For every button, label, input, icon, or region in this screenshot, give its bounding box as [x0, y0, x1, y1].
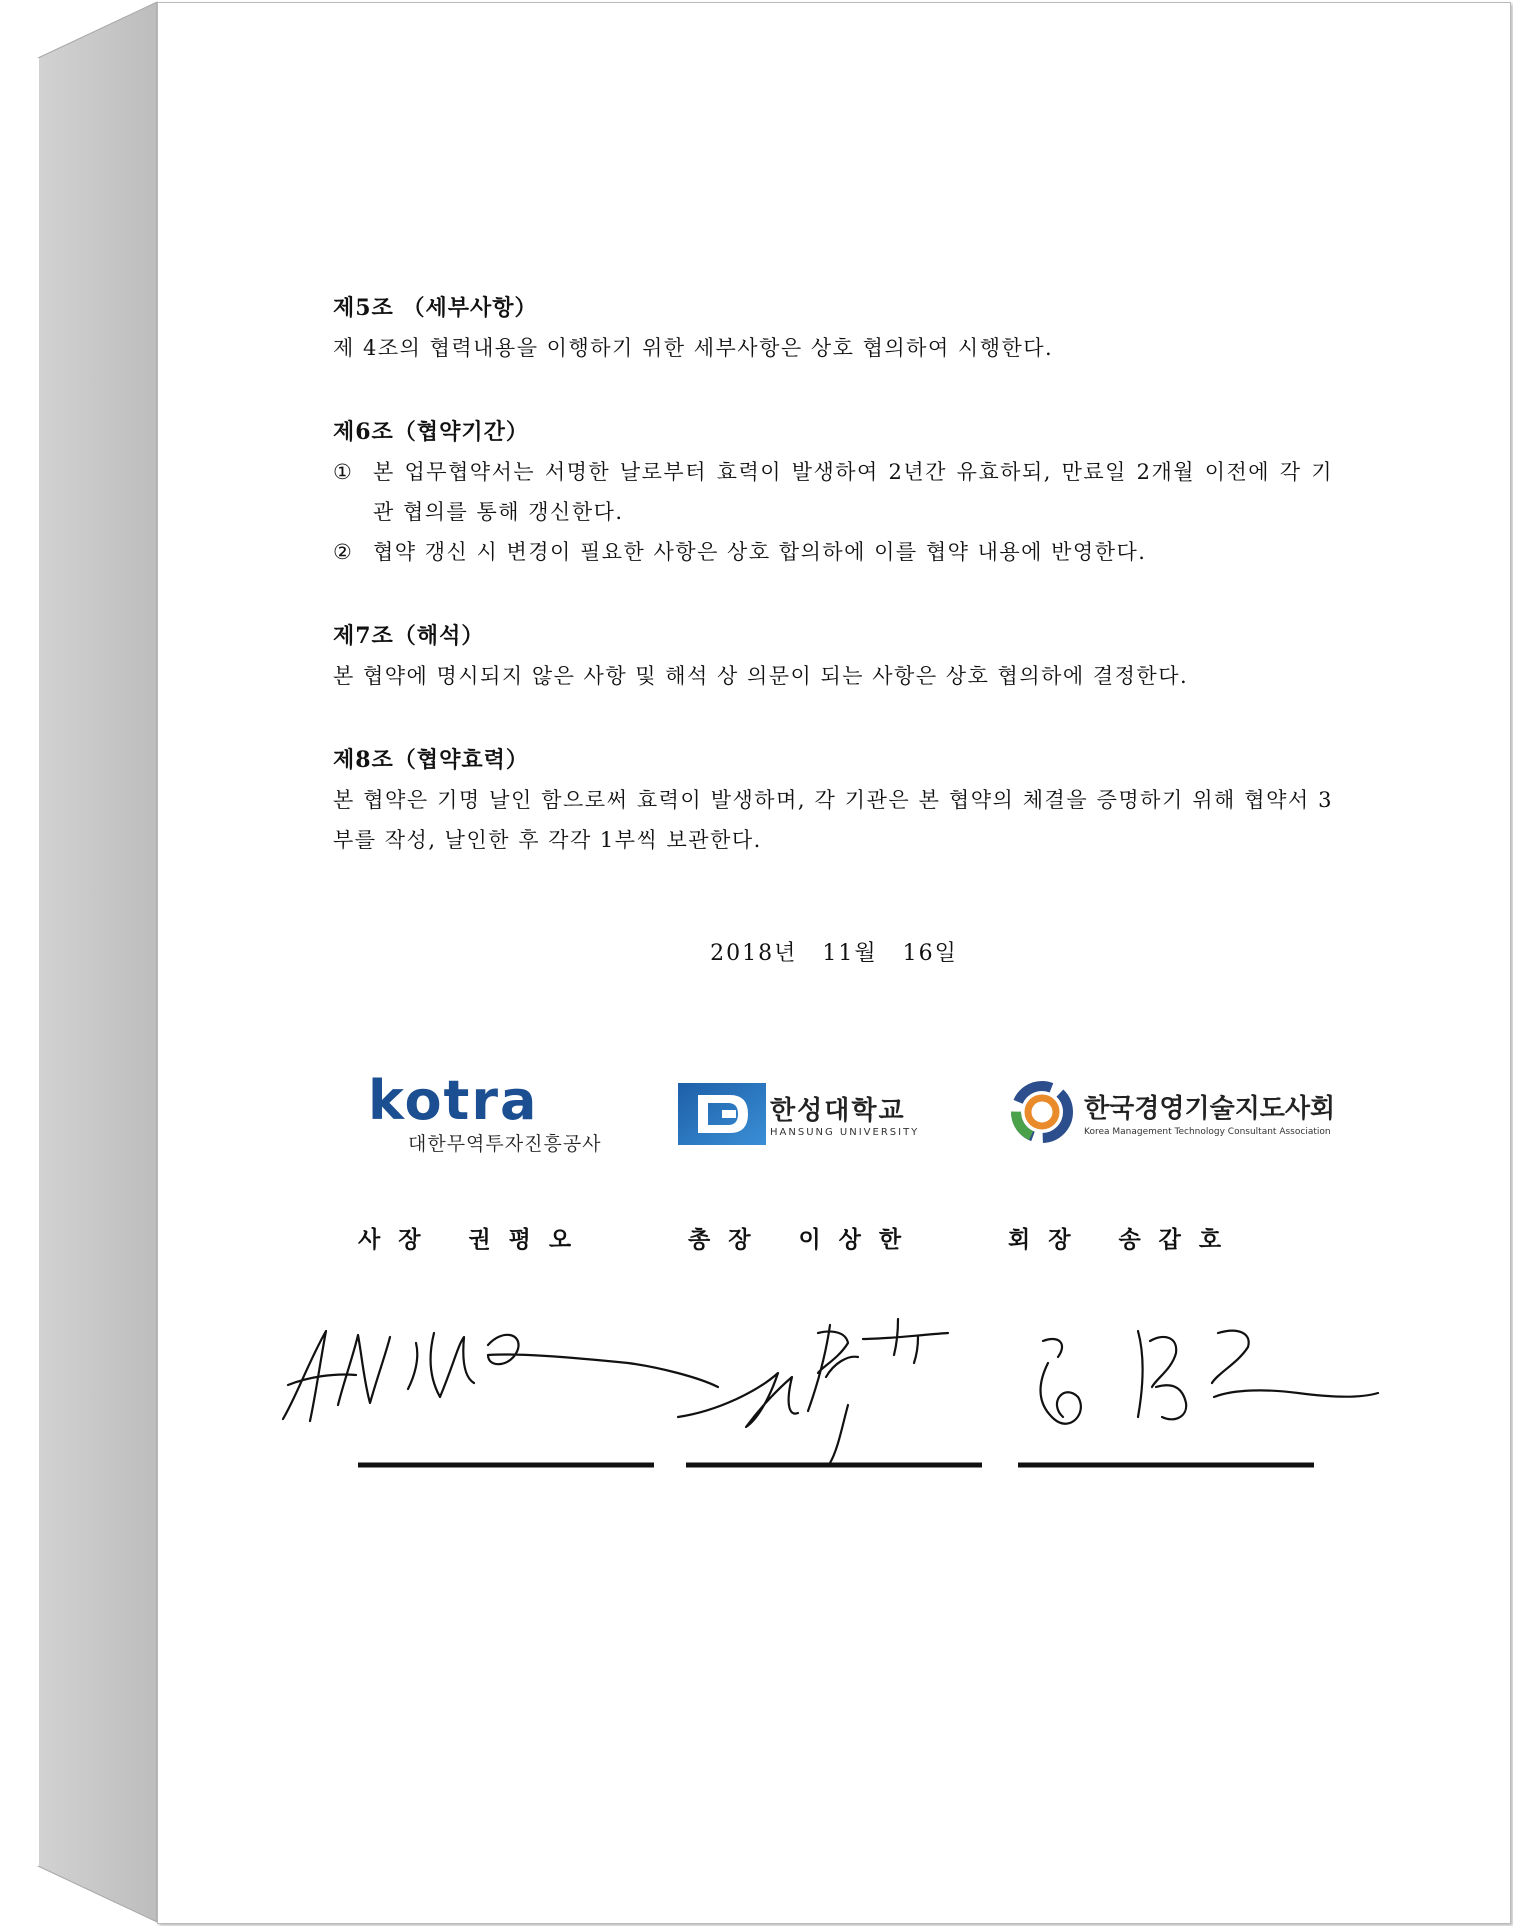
item-number: ① — [333, 460, 354, 484]
signature-kmtca — [1040, 1331, 1378, 1424]
hansung-logo — [678, 1083, 919, 1145]
signature-hansung — [678, 1319, 948, 1463]
article5-heading: 제5조 （세부사항） — [333, 295, 538, 321]
article6-item — [333, 452, 1333, 532]
date-day: 16일 — [902, 941, 958, 966]
item-number: ② — [333, 540, 354, 564]
article7-heading: 제7조（해석） — [333, 623, 485, 649]
logo-row — [368, 1069, 1368, 1163]
signer-title: 회장 — [1008, 1226, 1089, 1253]
document-body — [333, 288, 1333, 860]
article6-item — [333, 532, 1333, 572]
item-text: 협약 갱신 시 변경이 필요한 사항은 상호 합의하에 이를 협약 내용에 반영한다. — [373, 540, 1147, 564]
signing-date — [158, 936, 1510, 967]
document-page — [157, 2, 1511, 1924]
kmtca-logo — [1008, 1078, 1335, 1146]
item-text: 본 업무협약서는 서명한 날로부터 효력이 발생하여 2년간 유효하되, 만료일 2개월 이전에 각 기관 협의를 통해 갱신한다. — [373, 460, 1333, 524]
signer-title: 사장 — [358, 1226, 439, 1253]
article8-heading: 제8조（협약효력） — [333, 747, 529, 773]
book-side-edge — [0, 0, 160, 1926]
article6-heading: 제6조（협약기간） — [333, 419, 529, 445]
article8-text: 본 협약은 기명 날인 함으로써 효력이 발생하며, 각 기관은 본 협약의 체결을 증명하기 위해 협약서 3부를 작성, 날인한 후 각각 1부씩 보관한다. — [333, 788, 1333, 852]
signer-kotra — [358, 1221, 589, 1254]
signer-name: 송갑호 — [1118, 1226, 1240, 1253]
signer-name: 권평오 — [468, 1226, 590, 1253]
kmtca-name: 한국경영기술지도사회 — [1084, 1093, 1336, 1124]
date-year: 2018년 — [710, 941, 798, 966]
signature-kotra — [283, 1331, 718, 1421]
signer-kmtca — [1008, 1221, 1239, 1254]
signature-area — [158, 1293, 1510, 1523]
article5-text: 제 4조의 협력내용을 이행하기 위한 세부사항은 상호 협의하여 시행한다. — [333, 336, 1054, 360]
hansung-english: HANSUNG UNIVERSITY — [770, 1127, 920, 1138]
kmtca-ring-icon — [1008, 1078, 1076, 1146]
kotra-wordmark: kotra — [368, 1069, 539, 1132]
hansung-name: 한성대학교 — [770, 1096, 906, 1126]
kotra-logo — [368, 1069, 658, 1156]
signer-hansung — [688, 1221, 919, 1254]
signer-row — [358, 1221, 1458, 1261]
kmtca-english: Korea Management Technology Consultant Association — [1084, 1126, 1331, 1137]
signer-name: 이상한 — [798, 1226, 920, 1253]
hansung-emblem-icon — [678, 1083, 766, 1145]
date-month: 11월 — [822, 941, 878, 966]
signer-title: 총장 — [688, 1226, 769, 1253]
kotra-subtitle: 대한무역투자진흥공사 — [408, 1133, 602, 1155]
article7-text: 본 협약에 명시되지 않은 사항 및 해석 상 의문이 되는 사항은 상호 협의하에 결정한다. — [333, 664, 1189, 688]
